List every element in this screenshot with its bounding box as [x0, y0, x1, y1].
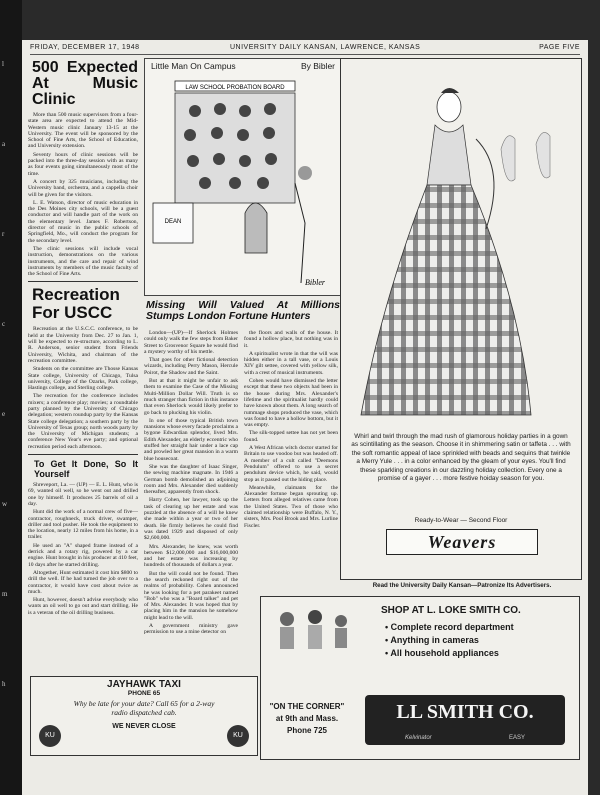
page-number: PAGE FIVE: [539, 44, 580, 51]
story-paragraph: The recreation for the conference includes mixers; a conference play; movies; a roundtable party planned by the University of Chicago delegation; western roundup party by the Kansas State college delegation; a southern party by the University of Texas group; north woods party by the University of Michigan students; a conference New Year's eve party; and optional recreation period each afternoon.: [28, 393, 138, 450]
story-paragraph: A West African witch doctor started for Britain to use voodoo but was headed off. A member of a cult called "Deemons Pendulum" offered to use a secret pendulum device which, he said, would stop as it passed out the hiding place.: [244, 445, 338, 483]
story-paragraph: Hunt, however, doesn't advise everybody who wants an oil well to go out and start drilling. He is a veteran of the oil drilling business.: [28, 597, 138, 616]
story-paragraph: Meanwhile, claimants for the Alexander fortune began sprouting up. Letters from alleged relatives came from the United States. Two of those who claimed relationship were Buffalo, N. Y., sisters, Mrs. Pool Brook and Mrs. Lurline Fiscler.: [244, 484, 338, 529]
smith-ad: [260, 596, 580, 760]
store-location: [267, 701, 347, 737]
list-item: • All household appliances: [385, 648, 499, 658]
ad-caption: Whirl and twirl through the mad rush of glamorous holiday parties in a gown as scintillating as the season. Choose it in shimmering satin or taffeta . . . with the soft romantic appeal of lace sprinkled with beads and sequins that twinkle a Merry Yule . . . in a color enhanced by the gleam of your eyes. You'll find these sparkling creations in our dazzling holiday collection. Every one a promise of a gayer . . . more festive hoiday season for you.: [351, 433, 571, 483]
story-headline: Missing Will Valued At Millions Stumps London Fortune Hunters: [146, 299, 340, 322]
smith-logo: [365, 695, 565, 745]
taxi-ad: [30, 676, 258, 756]
list-item: • Complete record department: [385, 622, 514, 632]
bullet-text: All household appliances: [390, 648, 499, 658]
bullet-text: Anything in cameras: [390, 635, 479, 645]
story-paragraph: That goes for other fictional detection wizards, including Perry Mason, Hercule Poirot, the Shadow and the Saint.: [144, 357, 238, 376]
story-paragraph: Recreation at the U.S.C.C. conference, to be held at the University from Dec. 27 to Jan. 1, will be expected to re-structure, according to L. R. Anderson, senior student from Friends University, Wichita, and chairman of the recreation committee.: [28, 326, 138, 364]
story-paragraph: But at that it might be unfair to ask them to examine the Case of the Missing Multi-Million Dollar Will. Truth is so much stranger than fiction in this instance that even Sherlock would likely prefer to go back to plucking his violin.: [144, 378, 238, 416]
cartoon-panel: [144, 58, 342, 296]
story-paragraph: More than 500 music supervisors from a four-state area are expected to attend the Mid-Western music clinic January 13-15 at the University. The event will be sponsored by the School of Fine Arts, the School of Education, and University extension.: [28, 112, 138, 150]
story-paragraph: Harry Cohen, her lawyer, took up the task of clearing up her estate and was puzzled at the absence of a will he knew she made within a year or two of her death. He firmly believes he could find was dated 1929 and disposed of only $2,600,000.: [144, 497, 238, 542]
bullet-text: Complete record department: [390, 622, 514, 632]
story-paragraph: Seventy hours of clinic sessions will be packed into the three-day session with as many as four events going simultaneously most of the time.: [28, 151, 138, 177]
story-paragraph: A concert by 325 musicians, including the University band, orchestra, and a cappella choir will be given for the visitors.: [28, 178, 138, 198]
story-paragraph: She was the daughter of Isaac Singer, the sewing machine magnate. In 1946 a German bomb demolished an adjoining room and Mrs. Alexander died suddenly thereafter, apparently from shock.: [144, 463, 238, 496]
story-paragraph: Students on the committee are Thosse Kansas State college, University of Chicago, Tulsa university, College of the Ozarks, Park college, Hastings college, and Sterling college.: [28, 366, 138, 392]
cartoon-byline: By Bibler: [300, 61, 335, 71]
smith-headline: SHOP AT L. LOKE SMITH CO.: [381, 605, 521, 616]
cartoon-title: Little Man On Campus: [151, 61, 236, 71]
logo-text: LL SMITH CO.: [396, 701, 534, 723]
newspaper-page: [22, 40, 588, 795]
taxi-line: WE NEVER CLOSE: [112, 723, 176, 730]
story-paragraph: A government ministry gave permission to use a mine detector on: [144, 623, 238, 636]
edge-char: l: [2, 60, 4, 68]
taxi-phone: PHONE 65: [127, 690, 161, 697]
logo-sub: Kelvinator: [405, 735, 432, 741]
store-phone: Phone 725: [286, 726, 327, 735]
will-story-col1: [144, 330, 238, 638]
story-paragraph: Altogether, Hunt estimated it cost him $800 to drill the well. If he had turned the job over to a contractor, it would have cost about twice as much.: [28, 569, 138, 595]
story-paragraph: A spiritualist wrote in that the will was hidden either in a tall vase, or a Louis XIV gilt settee, covered with yellow silk, with a crest of musical instruments.: [244, 350, 338, 376]
story-paragraph: Mrs. Alexander, he knew, was worth between $12,000,000 and $16,000,000 and her estate was increasing by hundreds of thousands of dollars a year.: [144, 543, 238, 569]
story-headline: To Get It Done, So It Yourself: [34, 459, 138, 480]
story-paragraph: The clinic sessions will include vocal instruction, demonstrations on the various instruments, and the care and repair of wind instruments by members of the music faculty of the School of Fine Arts.: [28, 245, 138, 278]
story-paragraph: London—(UP)—If Sherlock Holmes could only walk the few steps from Baker Street to Grosvenor Square he would find a mystery worthy of his mettle.: [144, 330, 238, 355]
desk-plate: DEAN: [164, 219, 182, 225]
edge-char: e: [2, 410, 6, 418]
story-paragraph: But the will could not be found. Then the search reckoned right out of the realms of probability. Cohen announced he was looking for a pet parakeet named "Bob" who was a "Board talker" and pet of Mrs. Alexander. It was hoped that by placing him in the mansion he somehow might lead to the will.: [144, 570, 238, 621]
adjacent-page-edge: [0, 0, 22, 795]
gown-illustration: [341, 59, 581, 429]
issue-date: FRIDAY, DECEMBER 17, 1948: [30, 44, 140, 51]
advertiser-note: Read the University Daily Kansan—Patronize Its Advertisers.: [372, 582, 552, 589]
will-story: [144, 300, 340, 326]
story-paragraph: He used an "A" shaped frame instead of a derrick and a rotary rig, powered by a car engine. Hunt brought in his producer at 410 feet, 10 days after he started drilling.: [28, 542, 138, 568]
list-item: • Anything in cameras: [385, 635, 479, 645]
story-paragraph: the floors and walls of the house. It found a hollow place, but nothing was in it.: [244, 330, 338, 349]
shoppers-illustration: [267, 603, 357, 663]
divider: [28, 454, 138, 455]
board-label: LAW SCHOOL PROBATION BOARD: [185, 85, 285, 91]
taxi-line: Why be late for your date? Call 65 for a 2-way: [73, 699, 215, 708]
jayhawk-badge-icon: KU: [227, 725, 249, 747]
weavers-logo: Weavers: [386, 529, 538, 555]
location-line: "ON THE CORNER": [269, 702, 345, 711]
story-headline: 500 Expected At Music Clinic: [32, 59, 138, 108]
left-column: [28, 58, 138, 618]
story-paragraph: L. E. Watson, director of music education in the Des Moines city schools, will be a guest conductor and will handle part of the work on the elementary level. James F. Robertson, director of music in the public schools of Springfield, Mo., will conduct the program for the secondary level.: [28, 199, 138, 244]
page-header: [30, 42, 580, 55]
taxi-line: radio dispatched cab.: [111, 708, 177, 717]
edge-char: w: [2, 500, 8, 508]
cartoon-signature: Bibler: [305, 278, 325, 287]
ad-floor-line: Ready-to-Wear — Second Floor: [414, 517, 508, 524]
masthead-line: UNIVERSITY DAILY KANSAN, LAWRENCE, KANSAS: [230, 44, 421, 51]
story-paragraph: Shreveport, La. — (UP) — E. L. Hunt, who is 69, wanted oil well, so he went out and drilled one by himself. It produces 25 barrels of oil a day.: [28, 482, 138, 507]
logo-sub: EASY: [508, 735, 525, 741]
edge-char: r: [2, 230, 5, 238]
story-paragraph: Cohen would have dismissed the letter except that these two objects had been in the house during Mrs. Alexander's lifetime and the spiritualist hardly could have known about them. A long search of rummage shops produced the vase, which was found to have a hollow bottom, but it was empty.: [244, 378, 338, 429]
cartoon-illustration: [145, 73, 341, 293]
taxi-title: JAYHAWK TAXI: [107, 679, 181, 690]
edge-char: a: [2, 140, 6, 148]
story-headline: Recreation For USCC: [32, 285, 120, 323]
jayhawk-badge-icon: KU: [39, 725, 61, 747]
will-story-col2: [244, 330, 338, 531]
divider: [28, 281, 138, 282]
location-line: at 9th and Mass.: [275, 714, 339, 723]
story-paragraph: The silk-topped settee has not yet been found.: [244, 430, 338, 443]
weavers-ad: [340, 58, 582, 580]
story-paragraph: Hunt did the work of a normal crew of five—contractor, roughneck, truck driver, swamper, driller and tool pusher. He took the equipment to the location, nearly 12 miles from his home, in a trailer.: [28, 509, 138, 541]
edge-char: h: [2, 680, 6, 688]
edge-char: m: [2, 590, 8, 598]
story-paragraph: In one of those typical British town mansions whose every facade proclaims a bygone Edwardian splendor, lived Mrs. Edith Alexander, an elderly eccentric who stuffed her straight hair under a lace cap and prowled her great mansion in a warm blue housecoat.: [144, 417, 238, 462]
smith-bullets: [385, 621, 514, 660]
edge-char: c: [2, 320, 6, 328]
